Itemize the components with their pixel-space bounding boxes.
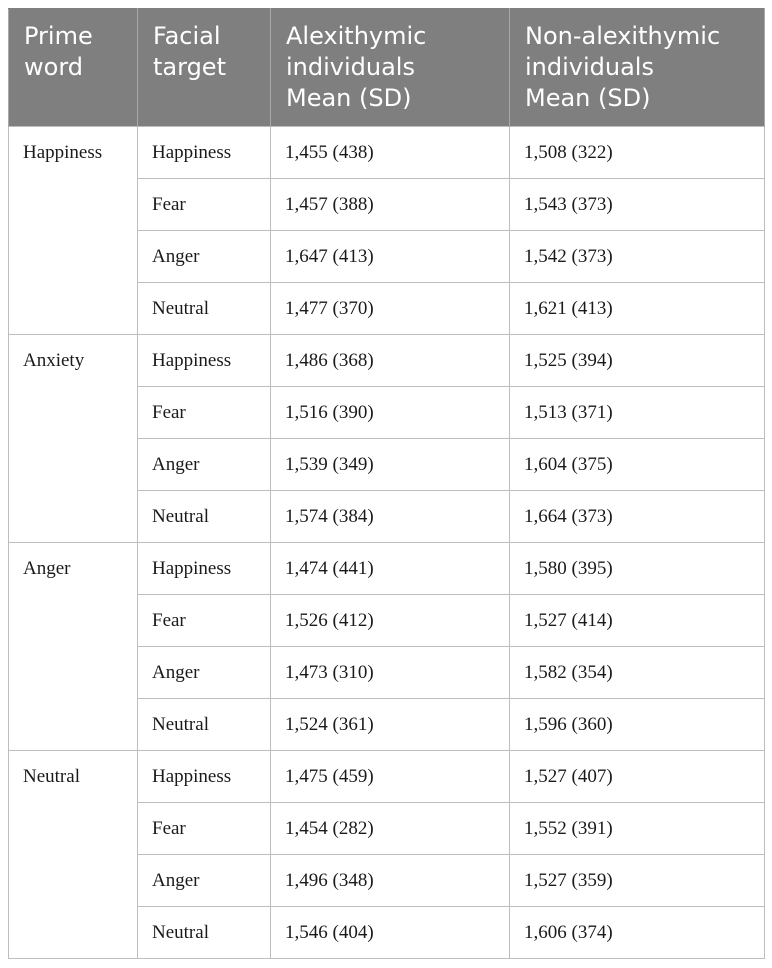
facial-target-cell: Happiness xyxy=(138,543,271,595)
facial-target-cell: Happiness xyxy=(138,335,271,387)
non-alexithymic-mean-cell: 1,664 (373) xyxy=(510,491,765,543)
facial-target-cell: Fear xyxy=(138,595,271,647)
non-alexithymic-mean-cell: 1,508 (322) xyxy=(510,127,765,179)
header-line: word xyxy=(24,53,83,81)
non-alexithymic-mean-cell: 1,596 (360) xyxy=(510,699,765,751)
prime-word-cell: Anxiety xyxy=(9,335,138,543)
alexithymic-mean-cell: 1,477 (370) xyxy=(271,283,510,335)
header-line: Mean (SD) xyxy=(525,84,651,112)
non-alexithymic-mean-cell: 1,580 (395) xyxy=(510,543,765,595)
non-alexithymic-mean-cell: 1,604 (375) xyxy=(510,439,765,491)
facial-target-cell: Anger xyxy=(138,855,271,907)
facial-target-cell: Anger xyxy=(138,647,271,699)
alexithymic-mean-cell: 1,524 (361) xyxy=(271,699,510,751)
header-line: Non-alexithymic xyxy=(525,22,721,50)
alexithymic-mean-cell: 1,486 (368) xyxy=(271,335,510,387)
non-alexithymic-mean-cell: 1,621 (413) xyxy=(510,283,765,335)
alexithymic-mean-cell: 1,516 (390) xyxy=(271,387,510,439)
non-alexithymic-mean-cell: 1,527 (359) xyxy=(510,855,765,907)
non-alexithymic-mean-cell: 1,527 (407) xyxy=(510,751,765,803)
prime-word-cell: Anger xyxy=(9,543,138,751)
alexithymic-mean-cell: 1,473 (310) xyxy=(271,647,510,699)
alexithymic-mean-cell: 1,496 (348) xyxy=(271,855,510,907)
table-body xyxy=(9,127,765,959)
header-line: individuals xyxy=(286,53,415,81)
header-row xyxy=(9,9,765,127)
facial-target-cell: Neutral xyxy=(138,699,271,751)
alexithymic-mean-cell: 1,457 (388) xyxy=(271,179,510,231)
facial-target-cell: Happiness xyxy=(138,751,271,803)
non-alexithymic-mean-cell: 1,552 (391) xyxy=(510,803,765,855)
prime-word-cell: Neutral xyxy=(9,751,138,959)
facial-target-cell: Neutral xyxy=(138,491,271,543)
header-line: Prime xyxy=(24,22,93,50)
alexithymic-mean-cell: 1,574 (384) xyxy=(271,491,510,543)
alexithymic-mean-cell: 1,647 (413) xyxy=(271,231,510,283)
table-header xyxy=(9,9,765,127)
alexithymic-mean-cell: 1,475 (459) xyxy=(271,751,510,803)
non-alexithymic-mean-cell: 1,543 (373) xyxy=(510,179,765,231)
header-alexithymic xyxy=(271,9,510,127)
facial-target-cell: Anger xyxy=(138,439,271,491)
header-line: Alexithymic xyxy=(286,22,427,50)
facial-target-cell: Neutral xyxy=(138,283,271,335)
facial-target-cell: Fear xyxy=(138,387,271,439)
facial-target-cell: Neutral xyxy=(138,907,271,959)
header-line: target xyxy=(153,53,226,81)
alexithymic-mean-cell: 1,539 (349) xyxy=(271,439,510,491)
prime-word-cell: Happiness xyxy=(9,127,138,335)
alexithymic-mean-cell: 1,526 (412) xyxy=(271,595,510,647)
facial-target-cell: Anger xyxy=(138,231,271,283)
header-line: Mean (SD) xyxy=(286,84,412,112)
header-line: individuals xyxy=(525,53,654,81)
header-facial-target xyxy=(138,9,271,127)
non-alexithymic-mean-cell: 1,542 (373) xyxy=(510,231,765,283)
non-alexithymic-mean-cell: 1,582 (354) xyxy=(510,647,765,699)
alexithymic-mean-cell: 1,455 (438) xyxy=(271,127,510,179)
table-row xyxy=(9,543,765,595)
facial-target-cell: Fear xyxy=(138,803,271,855)
results-table xyxy=(8,8,765,959)
alexithymic-mean-cell: 1,454 (282) xyxy=(271,803,510,855)
non-alexithymic-mean-cell: 1,513 (371) xyxy=(510,387,765,439)
table-row xyxy=(9,127,765,179)
table-row xyxy=(9,751,765,803)
alexithymic-mean-cell: 1,546 (404) xyxy=(271,907,510,959)
facial-target-cell: Happiness xyxy=(138,127,271,179)
facial-target-cell: Fear xyxy=(138,179,271,231)
header-line: Facial xyxy=(153,22,221,50)
non-alexithymic-mean-cell: 1,525 (394) xyxy=(510,335,765,387)
header-non-alexithymic xyxy=(510,9,765,127)
alexithymic-mean-cell: 1,474 (441) xyxy=(271,543,510,595)
non-alexithymic-mean-cell: 1,527 (414) xyxy=(510,595,765,647)
table-row xyxy=(9,335,765,387)
non-alexithymic-mean-cell: 1,606 (374) xyxy=(510,907,765,959)
header-prime-word xyxy=(9,9,138,127)
